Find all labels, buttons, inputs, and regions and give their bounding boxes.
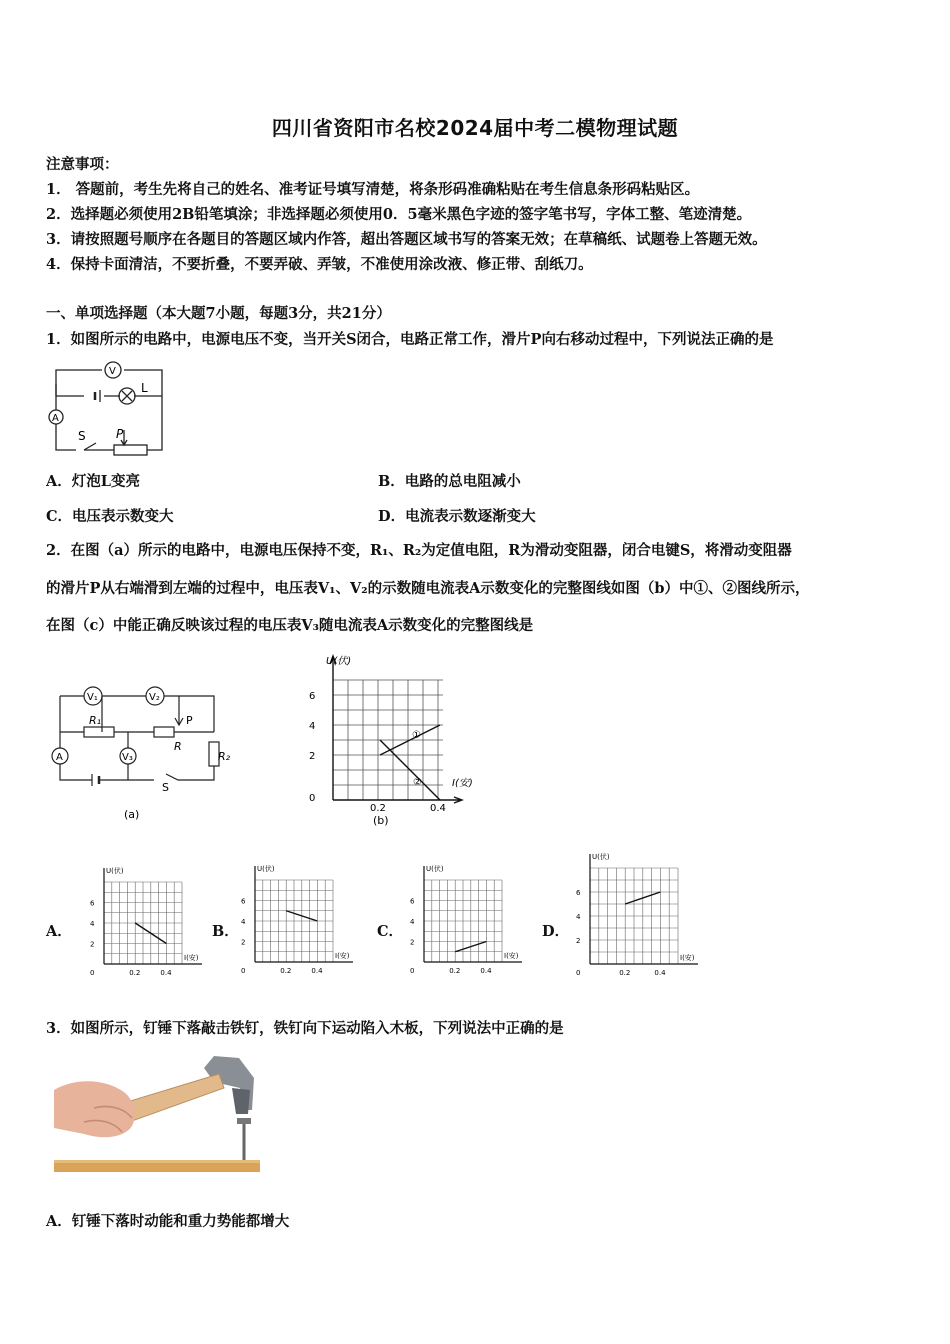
- q1-stem: 1．如图所示的电路中，电源电压不变，当开关S闭合，电路正常工作，滑片P向右移动过程中，下列说法正确的是: [46, 331, 774, 348]
- notice-heading: 注意事项：: [46, 156, 119, 173]
- q2-graph-option-a: [84, 864, 208, 980]
- q2a-a-label: A: [56, 752, 63, 763]
- q2b-ytick-6: 6: [309, 691, 316, 702]
- notice-item-3: 3．请按照题号顺序在各题目的答题区域内作答，超出答题区域书写的答案无效；在草稿纸、试题卷上答题无效。: [46, 231, 767, 248]
- q2a-p-label: P: [186, 714, 193, 727]
- y-tick-label: 4: [410, 918, 415, 926]
- q2-graph-option-d: [570, 850, 704, 980]
- q2-stem-line-2: 的滑片P从右端滑到左端的过程中，电压表V₁、V₂的示数随电流表A示数变化的完整图线如图（b）中①、②图线所示，: [46, 580, 810, 597]
- notice-item-4: 4．保持卡面清洁，不要折叠，不要弄破、弄皱，不准使用涂改液、修正带、刮纸刀。: [46, 256, 593, 273]
- q1-option-c: C．电压表示数变大: [46, 508, 174, 525]
- y-tick-label: 4: [576, 913, 581, 921]
- q1-slider-label: P: [116, 427, 124, 441]
- x-tick-label: 0.4: [480, 967, 492, 975]
- origin-label: 0: [90, 969, 95, 977]
- y-tick-label: 6: [576, 889, 581, 897]
- q2a-v1-label: V₁: [87, 692, 98, 703]
- q2-graph-option-c: [404, 862, 528, 978]
- q2b-line1-label: ①: [412, 730, 421, 741]
- q2b-caption: (b): [373, 814, 389, 826]
- y-tick-label: 6: [410, 897, 415, 906]
- q2a-r-label: R: [174, 740, 182, 753]
- y-axis-label: U(伏): [106, 867, 124, 875]
- origin-label: 0: [241, 967, 246, 975]
- q2-graph-option-b: [235, 862, 359, 978]
- y-tick-label: 4: [90, 920, 95, 928]
- q1-option-d: D．电流表示数逐渐变大: [378, 508, 536, 525]
- y-tick-label: 2: [90, 940, 95, 949]
- y-tick-label: 2: [410, 938, 415, 947]
- y-tick-label: 4: [241, 918, 246, 926]
- x-tick-label: 0.4: [311, 967, 323, 975]
- q1-option-b: B．电路的总电阻减小: [378, 473, 521, 490]
- q1-ammeter-label: A: [52, 413, 59, 424]
- q2a-r1-label: R₁: [89, 714, 102, 727]
- page-title: 四川省资阳市名校2024届中考二模物理试题: [271, 116, 679, 140]
- q1-lamp-label: L: [141, 381, 148, 395]
- origin-label: 0: [410, 967, 415, 975]
- q1-switch-label: S: [78, 429, 86, 443]
- x-axis-label: I(安): [504, 952, 519, 960]
- origin-label: 0: [576, 969, 581, 977]
- q2b-ylabel: U(伏): [326, 656, 352, 667]
- x-tick-label: 0.4: [160, 969, 172, 977]
- q2b-xlabel: I(安): [452, 778, 473, 789]
- x-tick-label: 0.4: [654, 969, 666, 977]
- q2b-ytick-2: 2: [309, 751, 316, 762]
- section-heading: 一、单项选择题（本大题7小题，每题3分，共21分）: [46, 305, 391, 322]
- y-tick-label: 2: [241, 938, 246, 947]
- q1-circuit-diagram: [44, 360, 174, 460]
- y-tick-label: 2: [576, 937, 581, 945]
- q3-stem: 3．如图所示，钉锤下落敲击铁钉，铁钉向下运动陷入木板，下列说法中正确的是: [46, 1020, 564, 1037]
- axis: [424, 866, 522, 962]
- y-tick-label: 6: [241, 897, 246, 906]
- q2-circuit-a: [44, 680, 244, 825]
- q2-option-d: D．: [542, 923, 570, 940]
- q2a-s-label: S: [162, 781, 169, 794]
- q2-graph-b: [300, 648, 490, 826]
- q1-voltmeter-label: V: [109, 366, 116, 377]
- q3-option-a: A．钉锤下落时动能和重力势能都增大: [46, 1213, 290, 1230]
- axis: [104, 868, 202, 964]
- q2-stem-line-3: 在图（c）中能正确反映该过程的电压表V₃随电流表A示数变化的完整图线是: [46, 617, 534, 634]
- y-axis-label: U(伏): [257, 865, 275, 873]
- axis: [590, 854, 698, 964]
- x-tick-label: 0.2: [619, 969, 631, 977]
- q2a-r2-label: R₂: [218, 750, 231, 763]
- q2-option-b: B．: [212, 923, 239, 940]
- q2a-caption: (a): [124, 808, 140, 821]
- q2b-ytick-4: 4: [309, 721, 316, 732]
- x-axis-label: I(安): [335, 952, 350, 960]
- q2b-xtick-02: 0.2: [370, 803, 386, 814]
- q2a-v3-label: V₃: [122, 752, 133, 763]
- q1-option-a: A．灯泡L变亮: [46, 473, 140, 490]
- q3-hammer-figure: [54, 1048, 264, 1176]
- x-axis-label: I(安): [184, 954, 199, 962]
- q2-option-c: C．: [377, 923, 404, 940]
- q2a-v2-label: V₂: [149, 692, 160, 703]
- q2b-origin: 0: [309, 793, 316, 804]
- y-axis-label: U(伏): [426, 865, 444, 873]
- x-tick-label: 0.2: [449, 967, 461, 975]
- y-tick-label: 6: [90, 899, 95, 908]
- q2b-xtick-04: 0.4: [430, 803, 446, 814]
- x-tick-label: 0.2: [129, 969, 141, 977]
- y-axis-label: U(伏): [592, 853, 610, 861]
- q2-stem-line-1: 2．在图（a）所示的电路中，电源电压保持不变，R₁、R₂为定值电阻，R为滑动变阻器，闭合电键S，将滑动变阻器: [46, 542, 792, 559]
- x-axis-label: I(安): [680, 954, 695, 962]
- q2-option-a: A．: [46, 923, 72, 940]
- x-tick-label: 0.2: [280, 967, 292, 975]
- q2b-line2-label: ②: [413, 777, 422, 788]
- notice-item-2: 2．选择题必须使用2B铅笔填涂；非选择题必须使用0．5毫米黑色字迹的签字笔书写，字体工整、笔迹清楚。: [46, 206, 752, 223]
- axis: [255, 866, 353, 962]
- notice-item-1: 1． 答题前，考生先将自己的姓名、准考证号填写清楚，将条形码准确粘贴在考生信息条形码粘贴区。: [46, 181, 700, 198]
